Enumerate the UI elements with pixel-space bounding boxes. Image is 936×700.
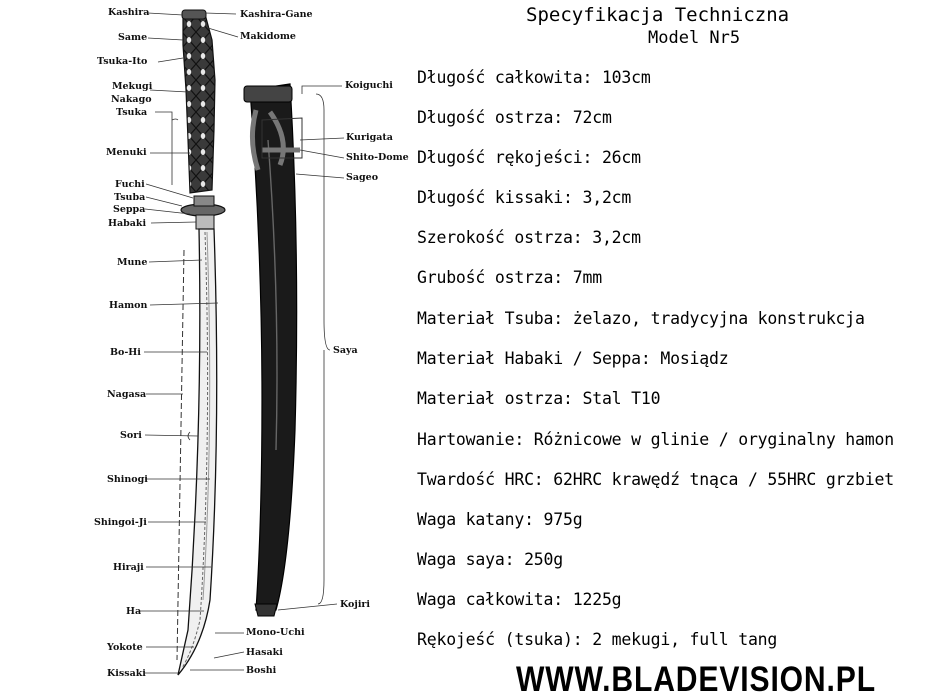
label-nagasa: Nagasa	[107, 389, 147, 400]
label-kurigata: Kurigata	[346, 132, 393, 143]
label-boshi: Boshi	[246, 665, 277, 676]
label-shito-dome: Shito-Dome	[346, 152, 409, 163]
spec-line: Grubość ostrza: 7mm	[417, 268, 602, 287]
label-saya: Saya	[333, 345, 358, 356]
spec-line: Materiał Tsuba: żelazo, tradycyjna konstrukcja	[417, 309, 865, 328]
label-kojiri: Kojiri	[340, 599, 371, 610]
label-bo-hi: Bo-Hi	[110, 347, 141, 358]
spec-line: Materiał ostrza: Stal T10	[417, 389, 661, 408]
label-sageo: Sageo	[346, 172, 379, 183]
spec-subtitle: Model Nr5	[648, 28, 741, 48]
label-sori: Sori	[120, 430, 142, 441]
spec-line: Długość rękojeści: 26cm	[417, 148, 641, 167]
kojiri	[255, 604, 277, 616]
label-hiraji: Hiraji	[113, 562, 144, 573]
nagasa-line	[177, 250, 184, 660]
spec-line: Waga całkowita: 1225g	[417, 590, 622, 609]
label-hamon: Hamon	[109, 300, 148, 311]
spec-title: Specyfikacja Techniczna	[526, 4, 790, 26]
label-mune: Mune	[117, 257, 148, 268]
koiguchi	[244, 86, 292, 102]
tsuka	[182, 10, 215, 193]
label-kashira: Kashira	[108, 7, 150, 18]
label-tsuba: Tsuba	[114, 192, 146, 203]
spec-line: Długość kissaki: 3,2cm	[417, 188, 632, 207]
spec-line: Waga katany: 975g	[417, 510, 583, 529]
blade	[178, 229, 217, 675]
spec-line: Twardość HRC: 62HRC krawędź tnąca / 55HRC grzbiet	[417, 470, 894, 489]
label-yokote: Yokote	[107, 642, 143, 653]
spec-line: Długość całkowita: 103cm	[417, 68, 651, 87]
label-seppa: Seppa	[113, 204, 146, 215]
label-tsuka-ito: Tsuka-Ito	[97, 56, 148, 67]
label-ha: Ha	[126, 606, 142, 617]
label-kashira-gane: Kashira-Gane	[240, 9, 313, 20]
spec-line: Hartowanie: Różnicowe w glinie / oryginalny hamon	[417, 430, 894, 449]
label-kissaki: Kissaki	[107, 668, 146, 679]
spec-line: Rękojeść (tsuka): 2 mekugi, full tang	[417, 630, 778, 649]
label-tsuka: Tsuka	[116, 107, 148, 118]
leader-lines	[140, 13, 344, 673]
kashira	[182, 10, 206, 19]
habaki	[196, 215, 214, 229]
website-link[interactable]: WWW.BLADEVISION.PL	[516, 660, 876, 699]
label-makidome: Makidome	[240, 31, 296, 42]
spec-line: Waga saya: 250g	[417, 550, 564, 569]
label-koiguchi: Koiguchi	[345, 80, 393, 91]
label-menuki: Menuki	[106, 147, 147, 158]
label-habaki: Habaki	[108, 218, 147, 229]
label-mono-uchi: Mono-Uchi	[246, 627, 305, 638]
label-mekugi: Mekugi	[112, 81, 153, 92]
label-shingoi-ji: Shingoi-Ji	[94, 517, 147, 528]
fuchi	[194, 196, 214, 206]
label-nakago: Nakago	[111, 94, 152, 105]
spec-line: Szerokość ostrza: 3,2cm	[417, 228, 641, 247]
spec-line: Długość ostrza: 72cm	[417, 108, 612, 127]
label-fuchi: Fuchi	[115, 179, 145, 190]
label-hasaki: Hasaki	[246, 647, 283, 658]
label-same: Same	[118, 32, 148, 43]
spec-line: Materiał Habaki / Seppa: Mosiądz	[417, 349, 729, 368]
label-shinogi: Shinogi	[107, 474, 148, 485]
